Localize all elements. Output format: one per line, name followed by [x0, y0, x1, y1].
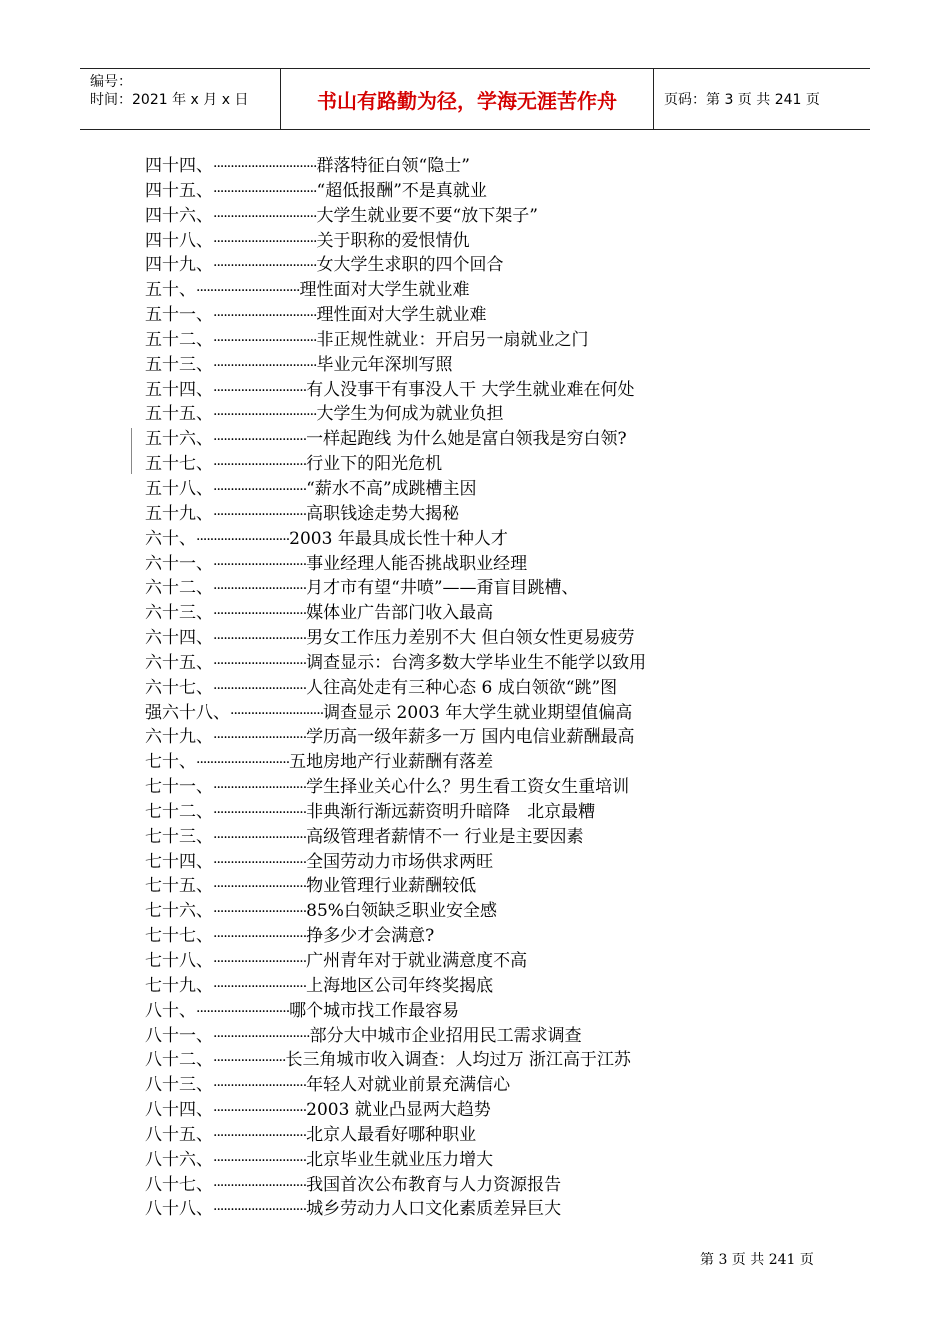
toc-entry-title: 85%白领缺乏职业安全感 — [306, 901, 497, 922]
toc-entry-number: 五十四、 — [145, 379, 213, 400]
toc-entry[interactable] — [145, 477, 845, 502]
toc-entry-leader-dots: ···························· — [213, 1028, 310, 1045]
toc-entry[interactable] — [145, 676, 845, 701]
toc-entry-title: 北京毕业生就业压力增大 — [306, 1149, 494, 1170]
toc-entry[interactable] — [145, 378, 845, 403]
toc-entry[interactable] — [145, 949, 845, 974]
toc-entry-number: 八十四、 — [145, 1100, 213, 1121]
table-of-contents — [145, 154, 845, 1222]
toc-entry-leader-dots: ··························· — [213, 606, 307, 623]
toc-entry[interactable] — [145, 179, 845, 204]
toc-entry[interactable] — [145, 328, 845, 353]
toc-entry-title: 一样起跑线 为什么她是富白领我是穷白领? — [306, 429, 627, 450]
toc-entry-leader-dots: ··························· — [213, 929, 307, 946]
toc-entry[interactable] — [145, 402, 845, 427]
toc-entry-title: 事业经理人能否挑战职业经理 — [306, 553, 528, 574]
toc-entry-number: 五十九、 — [145, 503, 213, 524]
toc-entry-number: 四十四、 — [145, 156, 213, 176]
toc-entry[interactable] — [145, 1123, 845, 1148]
toc-entry-leader-dots: ··························· — [213, 954, 307, 970]
toc-entry[interactable] — [145, 974, 845, 999]
toc-entry-number: 八十五、 — [145, 1124, 213, 1145]
toc-entry-number: 八十八、 — [145, 1199, 213, 1220]
toc-entry[interactable] — [145, 800, 845, 825]
toc-entry[interactable] — [145, 253, 845, 278]
toc-entry-number: 七十四、 — [145, 851, 213, 872]
header-page-label: 页码：第 3 页 共 241 页 — [664, 92, 820, 108]
toc-entry-number: 六十、 — [145, 528, 196, 549]
toc-entry-title: 大学生为何成为就业负担 — [316, 404, 504, 425]
toc-entry-title: 毕业元年深圳写照 — [316, 354, 453, 375]
toc-entry-leader-dots: ··························· — [213, 556, 307, 573]
toc-entry-title: 非典渐行渐远薪资明升暗降 北京最糟 — [306, 801, 596, 822]
toc-entry-title: 部分大中城市企业招用民工需求调查 — [309, 1025, 582, 1046]
toc-entry-title: 群落特征白领“隐士” — [316, 156, 470, 176]
toc-entry-title: 2003 年最具成长性十种人才 — [289, 528, 508, 549]
toc-entry-title: 哪个城市找工作最容易 — [289, 1000, 460, 1021]
toc-entry-number: 八十三、 — [145, 1075, 213, 1096]
toc-entry-number: 八十一、 — [145, 1025, 213, 1046]
toc-entry-title: 理性面对大学生就业难 — [299, 280, 470, 301]
toc-entry-number: 四十五、 — [145, 180, 213, 201]
toc-entry-leader-dots: ······························ — [213, 208, 317, 225]
toc-entry-number: 六十一、 — [145, 553, 213, 574]
toc-entry-number: 四十六、 — [145, 205, 213, 226]
toc-entry[interactable] — [145, 1098, 845, 1123]
toc-entry-leader-dots: ··························· — [213, 1177, 307, 1194]
toc-entry-leader-dots: ··························· — [213, 854, 307, 871]
toc-entry[interactable] — [145, 303, 845, 328]
toc-entry-leader-dots: ··························· — [213, 1152, 307, 1169]
toc-entry-number: 七十七、 — [145, 926, 213, 947]
toc-entry-title: 大学生就业要不要“放下架子” — [316, 205, 538, 226]
toc-entry-title: 理性面对大学生就业难 — [316, 305, 487, 326]
toc-entry[interactable] — [145, 701, 845, 726]
toc-entry-title: 月才市有望“井喷”——甭盲目跳槽、 — [306, 578, 579, 599]
toc-entry[interactable] — [145, 850, 845, 875]
toc-entry-number: 六十五、 — [145, 652, 213, 673]
toc-entry-leader-dots: ······························ — [213, 308, 317, 325]
toc-entry-leader-dots: ······························ — [213, 159, 317, 175]
toc-entry[interactable] — [145, 427, 845, 452]
toc-entry-title: 物业管理行业薪酬较低 — [306, 876, 477, 897]
toc-entry[interactable] — [145, 601, 845, 626]
toc-entry-leader-dots: ··························· — [213, 581, 307, 598]
toc-entry[interactable] — [145, 725, 845, 750]
toc-entry-number: 七十三、 — [145, 826, 213, 847]
margin-mark — [131, 428, 132, 474]
toc-entry-title: 关于职称的爱恨情仇 — [316, 230, 470, 251]
toc-entry-leader-dots: ··························· — [230, 705, 324, 722]
header-number-label: 编号： — [90, 74, 132, 90]
toc-entry-title: 有人没事干有事没人干 大学生就业难在何处 — [306, 379, 635, 400]
toc-entry-leader-dots: ··························· — [196, 755, 290, 772]
toc-entry[interactable] — [145, 1197, 845, 1222]
toc-entry-number: 五十二、 — [145, 329, 213, 350]
toc-entry-title: 调查显示：台湾多数大学毕业生不能学以致用 — [306, 652, 647, 673]
toc-entry-leader-dots: ······························ — [213, 233, 317, 250]
toc-entry-number: 强六十八、 — [145, 702, 230, 723]
toc-entry-title: 全国劳动力市场供求两旺 — [306, 851, 494, 872]
toc-entry[interactable] — [145, 229, 845, 254]
toc-entry-leader-dots: ··························· — [196, 1003, 290, 1020]
toc-entry-leader-dots: ··························· — [213, 780, 307, 797]
toc-entry[interactable] — [145, 999, 845, 1024]
toc-entry-number: 七十五、 — [145, 876, 213, 897]
toc-entry-number: 六十四、 — [145, 628, 213, 649]
toc-entry-leader-dots: ··························· — [213, 457, 307, 474]
page-footer: 第 3 页 共 241 页 — [700, 1252, 814, 1268]
toc-entry-title: “超低报酬”不是真就业 — [316, 180, 487, 201]
toc-entry[interactable] — [145, 1173, 845, 1198]
toc-entry-number: 五十三、 — [145, 354, 213, 375]
toc-entry-number: 七十一、 — [145, 777, 213, 798]
toc-entry-title: 非正规性就业：开启另一扇就业之门 — [316, 329, 589, 350]
toc-entry-title: 广州青年对于就业满意度不高 — [306, 951, 528, 971]
toc-entry-number: 六十七、 — [145, 677, 213, 698]
toc-entry-title: 长三角城市收入调查：人均过万 浙江高于江苏 — [285, 1050, 631, 1071]
toc-entry-leader-dots: ······························ — [213, 407, 317, 424]
toc-entry-title: 高级管理者薪情不一 行业是主要因素 — [306, 826, 584, 847]
toc-entry-title: 男女工作压力差别不大 但白领女性更易疲劳 — [306, 628, 635, 649]
header-time-label: 时间：2021 年 x 月 x 日 — [90, 92, 249, 108]
header-motto-cell — [281, 69, 654, 129]
toc-entry[interactable] — [145, 552, 845, 577]
toc-entry[interactable] — [145, 278, 845, 303]
toc-entry-number: 八十七、 — [145, 1174, 213, 1195]
toc-entry-leader-dots: ······························ — [196, 283, 300, 300]
toc-entry-number: 七十二、 — [145, 801, 213, 822]
toc-entry-title: 女大学生求职的四个回合 — [316, 255, 504, 276]
toc-entry-leader-dots: ··························· — [213, 432, 307, 449]
toc-entry-leader-dots: ····················· — [213, 1053, 286, 1070]
toc-entry-leader-dots: ··························· — [213, 506, 307, 523]
header-meta-cell — [80, 69, 281, 129]
toc-entry-number: 五十一、 — [145, 305, 213, 326]
toc-entry-leader-dots: ··························· — [213, 1078, 307, 1095]
toc-entry-leader-dots: ··························· — [213, 978, 307, 995]
toc-entry[interactable] — [145, 502, 845, 527]
toc-entry[interactable] — [145, 353, 845, 378]
toc-entry-title: 年轻人对就业前景充满信心 — [306, 1075, 511, 1096]
toc-entry[interactable] — [145, 825, 845, 850]
toc-entry-leader-dots: ··························· — [213, 1127, 307, 1144]
toc-entry-title: 人往高处走有三种心态 6 成白领欲“跳”图 — [306, 677, 618, 698]
toc-entry-title: 城乡劳动力人口文化素质差异巨大 — [306, 1199, 562, 1220]
toc-entry-number: 四十九、 — [145, 255, 213, 276]
toc-entry-title: 行业下的阳光危机 — [306, 454, 443, 475]
page-header — [80, 68, 870, 130]
toc-entry-number: 七十八、 — [145, 951, 213, 971]
header-motto: 书山有路勤为径，学海无涯苦作舟 — [317, 88, 617, 113]
toc-entry-number: 八十六、 — [145, 1149, 213, 1170]
toc-entry-leader-dots: ··························· — [196, 531, 290, 548]
toc-entry-number: 五十、 — [145, 280, 196, 301]
toc-entry[interactable] — [145, 576, 845, 601]
toc-entry-title: 上海地区公司年终奖揭底 — [306, 975, 494, 996]
toc-entry-title: 北京人最看好哪种职业 — [306, 1124, 477, 1145]
toc-entry-title: 挣多少才会满意? — [306, 926, 435, 947]
toc-entry[interactable] — [145, 452, 845, 477]
toc-entry-leader-dots: ··························· — [213, 631, 307, 648]
toc-entry-leader-dots: ······························ — [213, 357, 317, 374]
toc-entry-leader-dots: ······························ — [213, 183, 317, 200]
toc-entry-leader-dots: ··························· — [213, 904, 307, 921]
toc-entry-number: 七十、 — [145, 752, 196, 773]
toc-entry[interactable] — [145, 1073, 845, 1098]
toc-entry-title: 学生择业关心什么？男生看工资女生重培训 — [306, 777, 630, 798]
toc-entry[interactable] — [145, 527, 845, 552]
toc-entry-leader-dots: ··························· — [213, 1103, 307, 1120]
toc-entry-leader-dots: ··························· — [213, 829, 307, 846]
toc-entry[interactable] — [145, 750, 845, 775]
toc-entry-leader-dots: ··························· — [213, 1202, 307, 1219]
toc-entry-leader-dots: ··························· — [213, 680, 307, 697]
toc-entry[interactable] — [145, 1148, 845, 1173]
toc-entry[interactable] — [145, 204, 845, 229]
toc-entry-leader-dots: ··························· — [213, 730, 307, 747]
toc-entry-title: “薪水不高”成跳槽主因 — [306, 478, 477, 499]
toc-entry-leader-dots: ··························· — [213, 879, 307, 896]
toc-entry-number: 七十六、 — [145, 901, 213, 922]
toc-entry-number: 八十二、 — [145, 1050, 213, 1071]
toc-entry-title: 高职钱途走势大揭秘 — [306, 503, 460, 524]
toc-entry-number: 八十、 — [145, 1000, 196, 1021]
toc-entry-title: 学历高一级年薪多一万 国内电信业薪酬最高 — [306, 727, 635, 748]
toc-entry-number: 六十九、 — [145, 727, 213, 748]
toc-entry-title: 我国首次公布教育与人力资源报告 — [306, 1174, 562, 1195]
toc-entry[interactable] — [145, 651, 845, 676]
toc-entry-number: 五十六、 — [145, 429, 213, 450]
toc-entry-number: 五十七、 — [145, 454, 213, 475]
toc-entry-number: 六十三、 — [145, 603, 213, 624]
toc-entry-leader-dots: ··························· — [213, 655, 307, 672]
toc-entry-number: 五十五、 — [145, 404, 213, 425]
toc-entry-leader-dots: ··························· — [213, 804, 307, 821]
toc-entry-number: 四十八、 — [145, 230, 213, 251]
toc-entry[interactable] — [145, 775, 845, 800]
toc-entry-title: 2003 就业凸显两大趋势 — [306, 1100, 491, 1121]
toc-entry-title: 媒体业广告部门收入最高 — [306, 603, 494, 624]
toc-entry-leader-dots: ······························ — [213, 258, 317, 275]
toc-entry[interactable] — [145, 924, 845, 949]
header-page-cell — [664, 69, 870, 129]
toc-entry[interactable] — [145, 899, 845, 924]
toc-entry-leader-dots: ··························· — [213, 382, 307, 399]
toc-entry-leader-dots: ······························ — [213, 332, 317, 349]
toc-entry[interactable] — [145, 874, 845, 899]
toc-entry-number: 五十八、 — [145, 478, 213, 499]
toc-entry[interactable] — [145, 154, 845, 179]
toc-entry[interactable] — [145, 1024, 845, 1049]
toc-entry-leader-dots: ··························· — [213, 481, 307, 498]
toc-entry[interactable] — [145, 626, 845, 651]
toc-entry-number: 七十九、 — [145, 975, 213, 996]
toc-entry-title: 调查显示 2003 年大学生就业期望值偏高 — [323, 702, 633, 723]
toc-entry-title: 五地房地产行业薪酬有落差 — [289, 752, 494, 773]
toc-entry-number: 六十二、 — [145, 578, 213, 599]
toc-entry[interactable] — [145, 1048, 845, 1073]
